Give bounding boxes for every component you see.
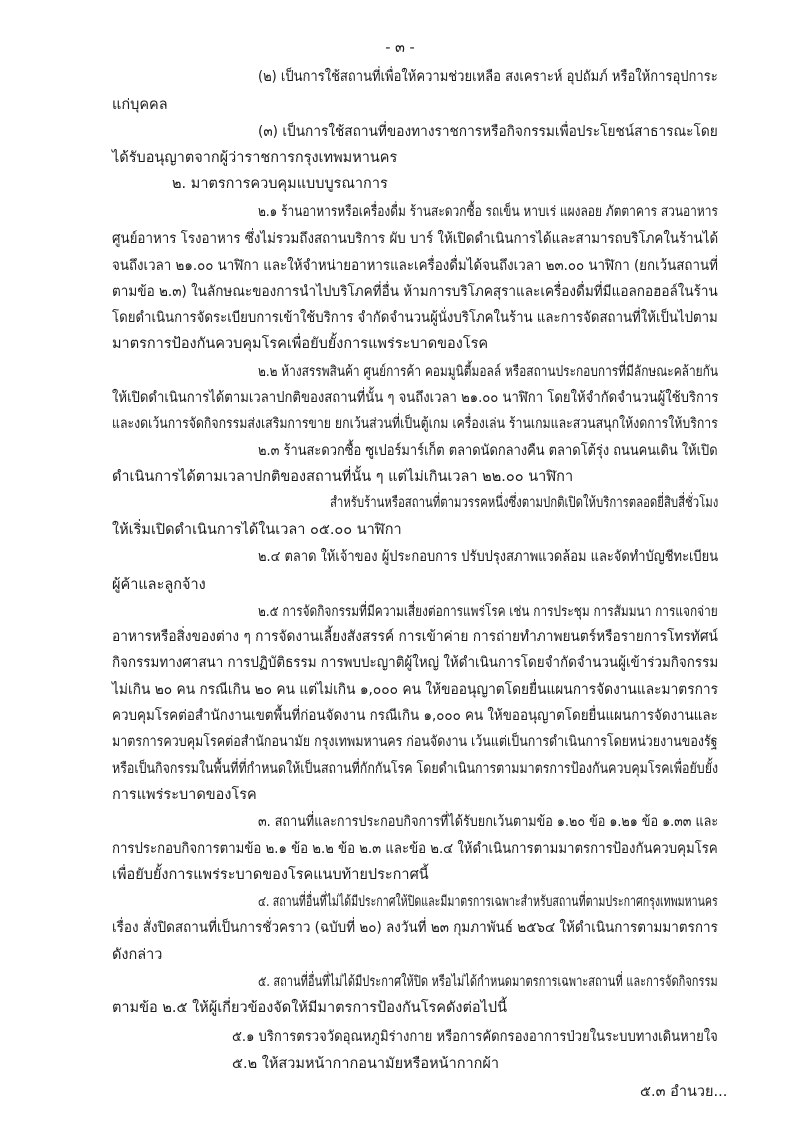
paragraph-line: แก่บุคคล [112, 97, 168, 113]
list-item: ๕.๑ บริการตรวจวัดอุณหภูมิร่างกาย หรือการคัดกรองอาการป่วยในระบบทางเดินหายใจ [232, 1029, 718, 1045]
continuation-footer: ๕.๓ อำนวย... [640, 1084, 728, 1100]
paragraph-line: ๒.๓ ร้านสะดวกซื้อ ซูเปอร์มาร์เก็ต ตลาดนัดกลางคืน ตลาดโต้รุ่ง ถนนคนเดิน ให้เปิด [258, 443, 718, 459]
paragraph-line: ๕. สถานที่อื่นที่ไม่ได้มีประกาศให้ปิด หรือไม่ได้กำหนดมาตรการเฉพาะสถานที่ และการจัดกิจกรรม [258, 974, 718, 990]
paragraph-line: ควบคุมโรคต่อสำนักงานเขตพื้นที่ก่อนจัดงาน กรณีเกิน ๑,๐๐๐ คน ให้ขออนุญาตโดยยื่นแผนการจัดงานและ [112, 708, 718, 724]
paragraph-line: สำหรับร้านหรือสถานที่ตามวรรคหนึ่งซึ่งตามปกติเปิดให้บริการตลอดยี่สิบสี่ชั่วโมง [330, 495, 719, 511]
paragraph-line: จนถึงเวลา ๒๑.๐๐ นาฬิกา และให้จำหน่ายอาหารและเครื่องดื่มได้จนถึงเวลา ๒๓.๐๐ นาฬิกา (ยกเว้นสถานที่ [112, 258, 718, 274]
paragraph-line: ให้เริ่มเปิดดำเนินการได้ในเวลา ๐๕.๐๐ นาฬิกา [112, 522, 402, 538]
paragraph-line: เพื่อยับยั้งการแพร่ระบาดของโรคแนบท้ายประกาศนี้ [112, 867, 429, 883]
paragraph-line: มาตรการป้องกันควบคุมโรคเพื่อยับยั้งการแพร่ระบาดของโรค [112, 336, 489, 352]
list-item: ๕.๒ ให้สวมหน้ากากอนามัยหรือหน้ากากผ้า [232, 1056, 500, 1072]
paragraph-line: หรือเป็นกิจกรรมในพื้นที่ที่กำหนดให้เป็นสถานที่กักกันโรค โดยดำเนินการตามมาตรการป้องกันควบคุมโรคเพื่อยับยั้ง [112, 761, 719, 777]
paragraph-line: เรื่อง สั่งปิดสถานที่เป็นการชั่วคราว (ฉบับที่ ๒๐) ลงวันที่ ๒๓ กุมภาพันธ์ ๒๕๖๔ ให้ดำเนินการตามมาตรการ [112, 920, 718, 936]
paragraph-line: การแพร่ระบาดของโรค [112, 787, 257, 803]
paragraph-line: อาหารหรือสิ่งของต่าง ๆ การจัดงานเลี้ยงสังสรรค์ การเข้าค่าย การถ่ายทำภาพยนตร์หรือรายการโทรทัศน์ [112, 629, 718, 645]
paragraph-line: ดำเนินการได้ตามเวลาปกติของสถานที่นั้น ๆ แต่ไม่เกินเวลา ๒๒.๐๐ นาฬิกา [112, 469, 574, 485]
paragraph-line: ได้รับอนุญาตจากผู้ว่าราชการกรุงเทพมหานคร [112, 150, 398, 166]
paragraph-line: ให้เปิดดำเนินการได้ตามเวลาปกติของสถานที่นั้น ๆ จนถึงเวลา ๒๑.๐๐ นาฬิกา โดยให้จำกัดจำนวนผู้ใช้บริการ [112, 390, 719, 406]
paragraph-line: (๒) เป็นการใช้สถานที่เพื่อให้ความช่วยเหลือ สงเคราะห์ อุปถัมภ์ หรือให้การอุปการะ [258, 69, 718, 85]
section-heading: ๒. มาตรการควบคุมแบบบูรณาการ [172, 176, 388, 192]
paragraph-line: ตามข้อ ๒.๓) ในลักษณะของการนำไปบริโภคที่อื่น ห้ามการบริโภคสุราและเครื่องดื่มที่มีแอลกอฮอล์ในร้าน [112, 284, 718, 300]
paragraph-line: ผู้ค้าและลูกจ้าง [112, 577, 206, 593]
paragraph-line: ๔. สถานที่อื่นที่ไม่ได้มีประกาศให้ปิดและมีมาตรการเฉพาะสำหรับสถานที่ตามประกาศกรุงเทพมหานคร [258, 894, 718, 910]
paragraph-line: และงดเว้นการจัดกิจกรรมส่งเสริมการขาย ยกเว้นส่วนที่เป็นตู้เกม เครื่องเล่น ร้านเกมและสวนสนุกให้งดการให้บริการ [112, 416, 718, 432]
paragraph-line: ไม่เกิน ๒๐ คน กรณีเกิน ๒๐ คน แต่ไม่เกิน ๑,๐๐๐ คน ให้ขออนุญาตโดยยื่นแผนการจัดงานและมาตรการ [112, 682, 718, 698]
paragraph-line: มาตรการควบคุมโรคต่อสำนักอนามัย กรุงเทพมหานคร ก่อนจัดงาน เว้นแต่เป็นการดำเนินการโดยหน่วยงานของรัฐ [112, 734, 718, 750]
paragraph-line: ๒.๕ การจัดกิจกรรมที่มีความเสี่ยงต่อการแพร่โรค เช่น การประชุม การสัมมนา การแจกจ่าย [258, 604, 718, 620]
page-number: - ๓ - [385, 40, 415, 56]
paragraph-line: ๒.๑ ร้านอาหารหรือเครื่องดื่ม ร้านสะดวกซื้อ รถเข็น หาบเร่ แผงลอย ภัตตาคาร สวนอาหาร [258, 204, 718, 220]
paragraph-line: ๒.๔ ตลาด ให้เจ้าของ ผู้ประกอบการ ปรับปรุงสภาพแวดล้อม และจัดทำบัญชีทะเบียน [258, 549, 719, 565]
paragraph-line: กิจกรรมทางศาสนา การปฏิบัติธรรม การพบปะญาติผู้ใหญ่ ให้ดำเนินการโดยจำกัดจำนวนผู้เข้าร่วมกิจกรรม [112, 655, 719, 671]
paragraph-line: ๓. สถานที่และการประกอบกิจการที่ได้รับยกเว้นตามข้อ ๑.๒๐ ข้อ ๑.๒๑ ข้อ ๑.๓๓ และ [258, 814, 719, 830]
paragraph-line: ศูนย์อาหาร โรงอาหาร ซึ่งไม่รวมถึงสถานบริการ ผับ บาร์ ให้เปิดดำเนินการได้และสามารถบริโภคในร้านได้ [112, 231, 719, 247]
paragraph-line: โดยดำเนินการจัดระเบียบการเข้าใช้บริการ จำกัดจำนวนผู้นั่งบริโภคในร้าน และการจัดสถานที่ให้เป็นไปตาม [112, 310, 718, 326]
paragraph-line: ๒.๒ ห้างสรรพสินค้า ศูนย์การค้า คอมมูนิตี้มอลล์ หรือสถานประกอบการที่มีลักษณะคล้ายกัน [258, 364, 718, 380]
paragraph-line: ดังกล่าว [112, 947, 163, 963]
paragraph-line: (๓) เป็นการใช้สถานที่ของทางราชการหรือกิจกรรมเพื่อประโยชน์สาธารณะโดย [258, 124, 718, 140]
paragraph-line: การประกอบกิจการตามข้อ ๒.๑ ข้อ ๒.๒ ข้อ ๒.๓ และข้อ ๒.๔ ให้ดำเนินการตามมาตรการป้องกันควบคุมโรค [112, 841, 718, 857]
paragraph-line: ตามข้อ ๒.๕ ให้ผู้เกี่ยวข้องจัดให้มีมาตรการป้องกันโรคดังต่อไปนี้ [112, 1000, 508, 1016]
